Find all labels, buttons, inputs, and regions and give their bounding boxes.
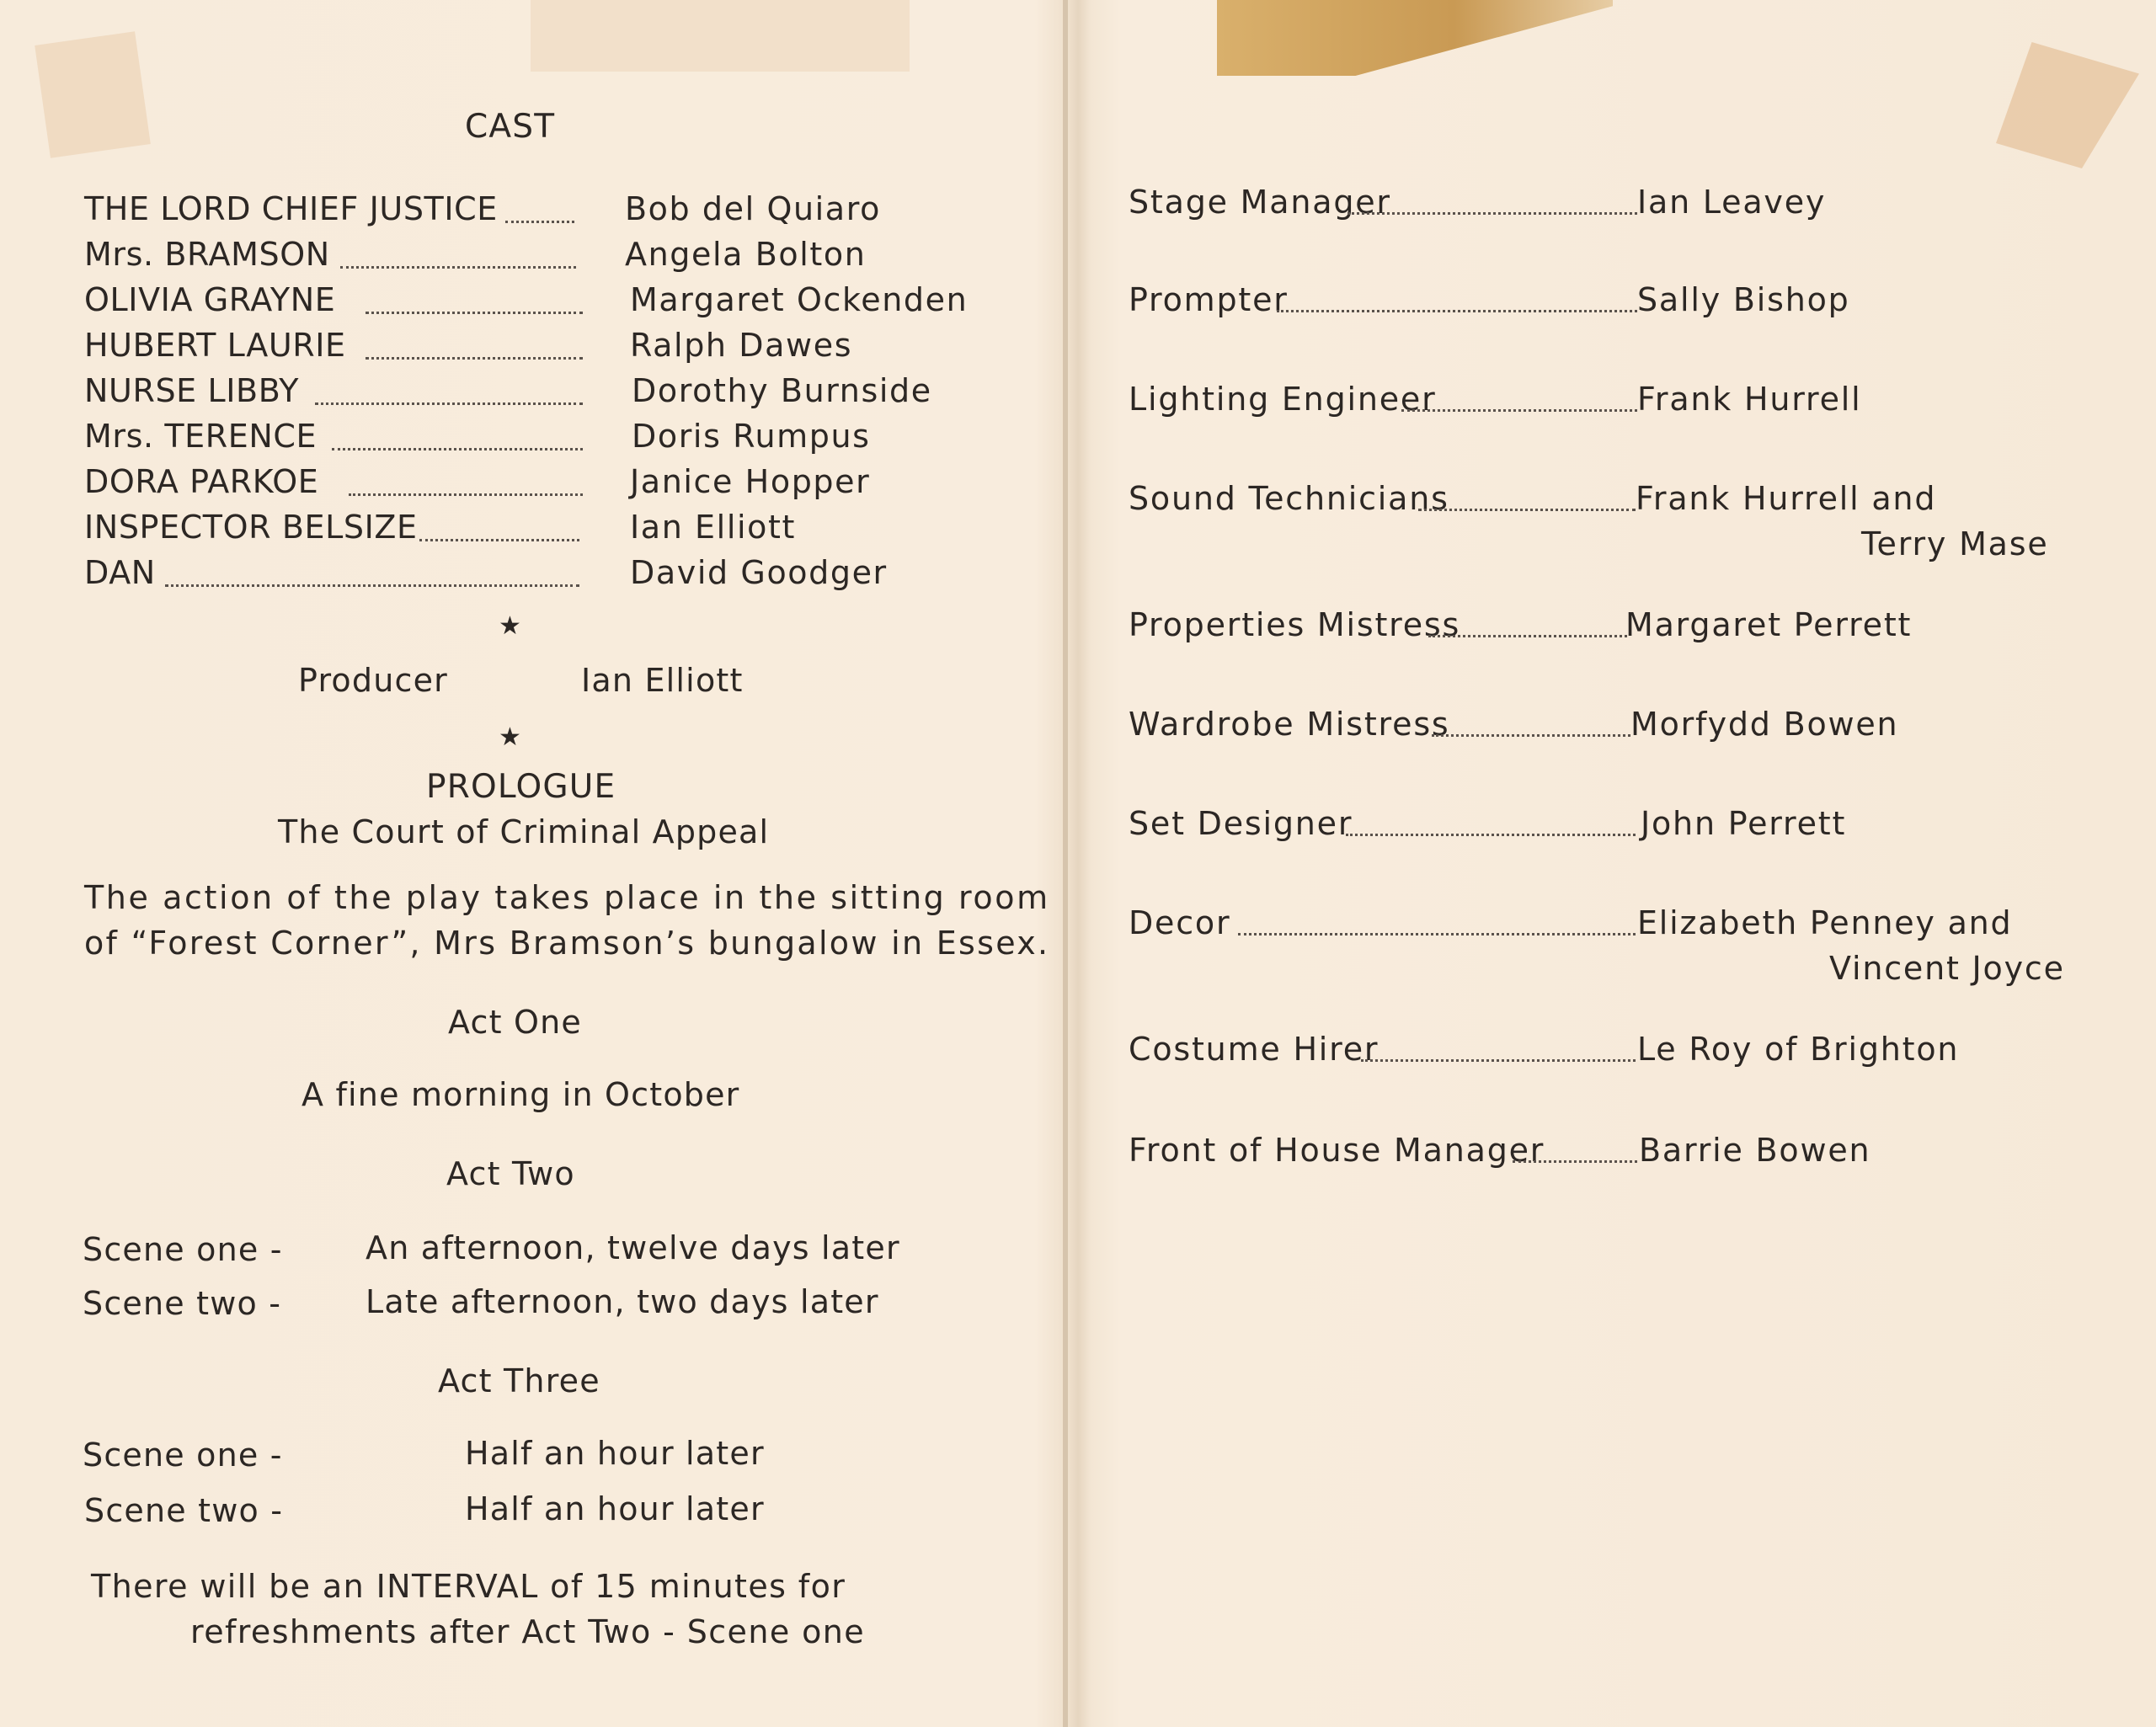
dot-leader (1513, 1160, 1637, 1163)
crew-role: Wardrobe Mistress (1129, 706, 1450, 743)
dot-leader (1277, 310, 1637, 312)
cast-actor: Bob del Quiaro (625, 190, 881, 227)
act-one-heading: Act One (448, 1004, 582, 1041)
scene-text: Late afternoon, two days later (366, 1283, 879, 1320)
cast-role: THE LORD CHIEF JUSTICE (84, 190, 498, 227)
star-ornament: ★ (499, 611, 523, 641)
prologue-heading: PROLOGUE (426, 768, 616, 806)
dot-leader (1432, 734, 1630, 737)
dot-leader (1428, 635, 1627, 637)
crew-name: Morfydd Bowen (1630, 706, 1899, 743)
cast-actor: Doris Rumpus (632, 418, 871, 455)
dot-leader (366, 312, 583, 314)
cast-role: HUBERT LAURIE (84, 327, 346, 364)
scene-label: Scene one - (83, 1231, 283, 1268)
act-three-heading: Act Three (438, 1362, 600, 1399)
cast-role: OLIVIA GRAYNE (84, 281, 336, 318)
cast-actor: David Goodger (630, 554, 888, 591)
cast-heading: CAST (465, 108, 556, 146)
page-fold (1063, 0, 1068, 1727)
crew-role: Sound Technicians (1129, 480, 1449, 517)
dot-leader (505, 221, 574, 223)
crew-name: Frank Hurrell (1637, 381, 1862, 418)
cast-role: DORA PARKOE (84, 463, 319, 500)
scene-text: An afternoon, twelve days later (366, 1229, 900, 1266)
setting-line-2: of “Forest Corner”, Mrs Bramson’s bungalow in Essex. (84, 925, 1050, 962)
scene-label: Scene two - (84, 1492, 284, 1529)
crew-name: Sally Bishop (1637, 281, 1850, 318)
dot-leader (1401, 409, 1637, 412)
crew-name: Vincent Joyce (1829, 950, 2065, 987)
cast-actor: Dorothy Burnside (632, 372, 932, 409)
crew-role: Lighting Engineer (1129, 381, 1437, 418)
dot-leader (1238, 933, 1636, 935)
cast-role: NURSE LIBBY (84, 372, 300, 409)
cast-actor: Ian Elliott (630, 509, 796, 546)
cast-actor: Ralph Dawes (630, 327, 853, 364)
tape-stain (1217, 0, 1613, 76)
cast-role: Mrs. TERENCE (84, 418, 318, 455)
cast-role: DAN (84, 554, 156, 591)
cast-role: Mrs. BRAMSON (84, 236, 330, 273)
crew-role: Front of House Manager (1129, 1132, 1545, 1169)
crew-role: Set Designer (1129, 805, 1353, 842)
producer-label: Producer (298, 662, 448, 699)
dot-leader (419, 539, 579, 541)
crew-name: Barrie Bowen (1639, 1132, 1871, 1169)
crew-role: Stage Manager (1129, 184, 1391, 221)
scene-label: Scene two - (83, 1285, 282, 1322)
scene-label: Scene one - (83, 1437, 283, 1474)
crew-name: John Perrett (1641, 805, 1847, 842)
dot-leader (315, 402, 583, 405)
crew-role: Decor (1129, 904, 1231, 941)
crew-name: Elizabeth Penney and (1637, 904, 2013, 941)
cast-role: INSPECTOR BELSIZE (84, 509, 418, 546)
scene-text: Half an hour later (465, 1490, 765, 1527)
crew-role: Prompter (1129, 281, 1289, 318)
crew-name: Margaret Perrett (1625, 606, 1913, 643)
tape-stain (35, 31, 151, 157)
setting-line-1: The action of the play takes place in the sitting room (84, 879, 1050, 916)
dot-leader (165, 584, 579, 587)
interval-line-2: refreshments after Act Two - Scene one (190, 1613, 865, 1650)
dot-leader (1346, 834, 1636, 836)
dot-leader (332, 448, 583, 450)
crew-name: Terry Mase (1861, 525, 2049, 562)
interval-line-1: There will be an INTERVAL of 15 minutes for (91, 1568, 846, 1605)
cast-actor: Angela Bolton (625, 236, 867, 273)
cast-actor: Janice Hopper (630, 463, 871, 500)
scene-text: Half an hour later (465, 1435, 765, 1472)
dot-leader (1361, 1059, 1636, 1062)
crew-role: Properties Mistress (1129, 606, 1461, 643)
tape-stain (531, 0, 910, 72)
dot-leader (1418, 509, 1636, 511)
tape-stain (1996, 42, 2139, 168)
crew-role: Costume Hirer (1129, 1031, 1380, 1068)
producer-name: Ian Elliott (581, 662, 744, 699)
act-two-heading: Act Two (446, 1155, 575, 1192)
crew-name: Frank Hurrell and (1636, 480, 1937, 517)
dot-leader (340, 266, 576, 269)
crew-name: Ian Leavey (1637, 184, 1827, 221)
act-one-text: A fine morning in October (302, 1076, 740, 1113)
prologue-text: The Court of Criminal Appeal (278, 813, 770, 850)
star-ornament: ★ (499, 722, 523, 752)
dot-leader (349, 493, 583, 496)
cast-actor: Margaret Ockenden (630, 281, 969, 318)
crew-name: Le Roy of Brighton (1637, 1031, 1960, 1068)
dot-leader (366, 357, 583, 360)
dot-leader (1348, 212, 1637, 215)
